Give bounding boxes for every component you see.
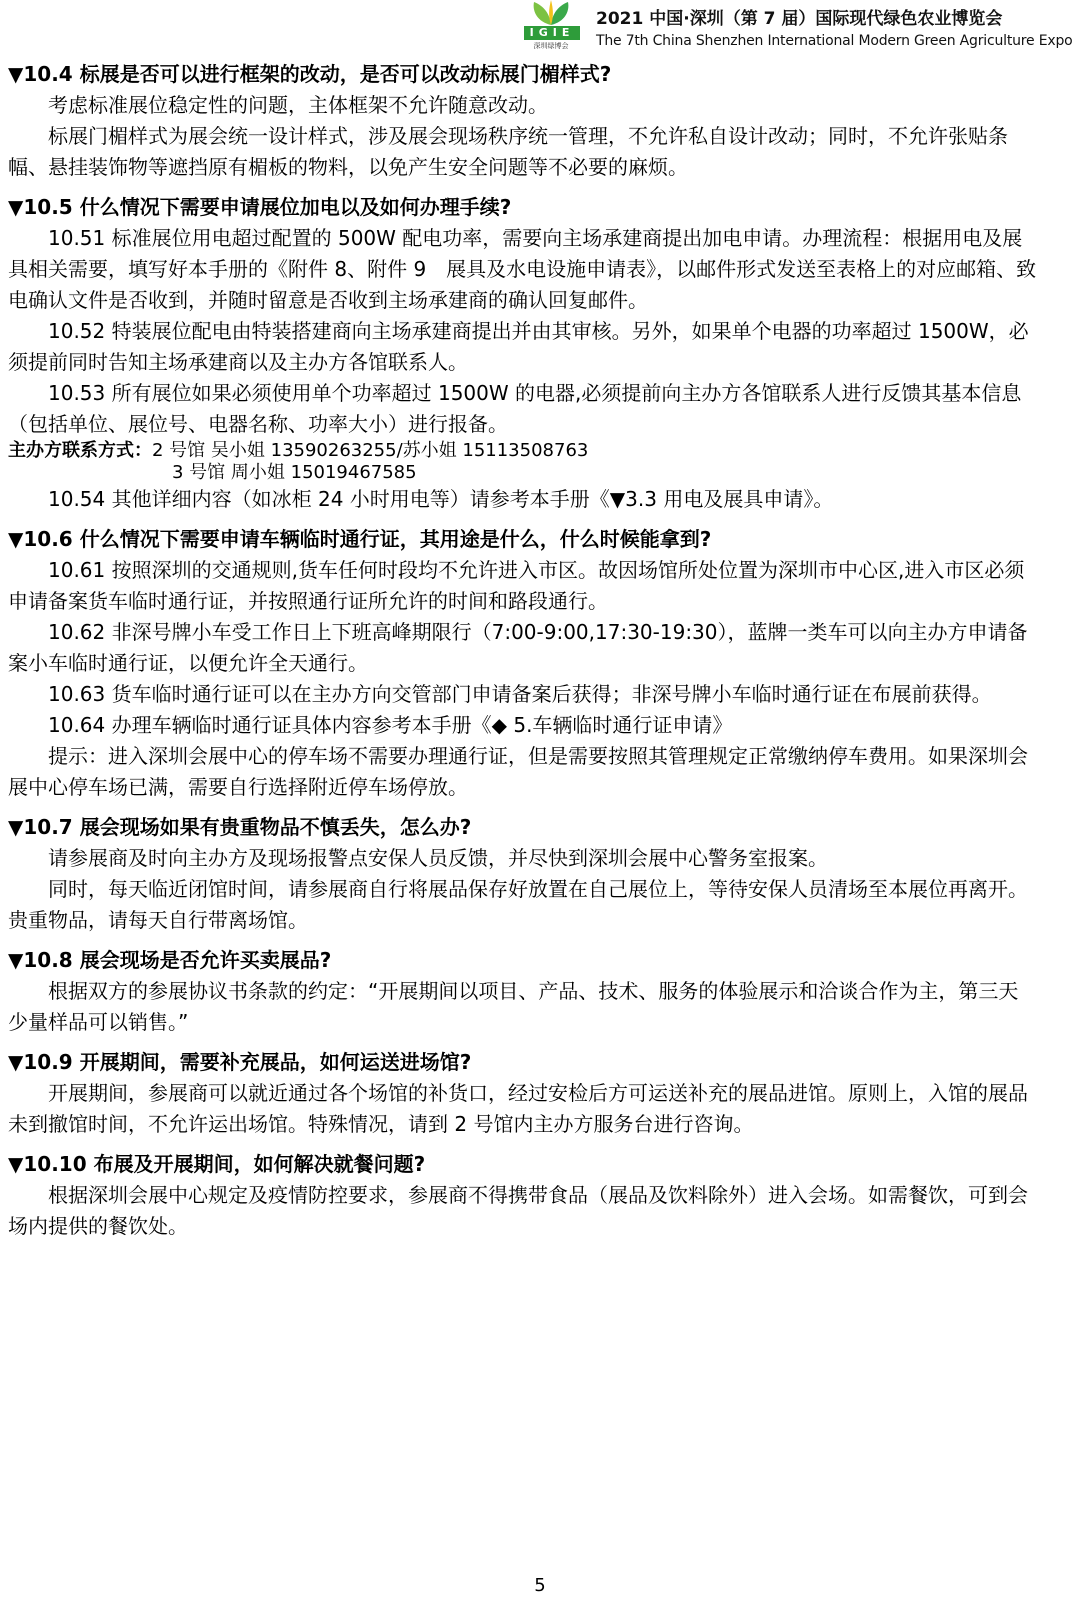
contact-hall-3: 3 号馆 周小姐 15019467585 <box>172 462 417 483</box>
logo-text: IGIE <box>524 26 580 40</box>
organizer-contact <box>8 440 1038 462</box>
page-header <box>0 0 1080 56</box>
answer-paragraph: 10.54 其他详细内容（如冰柜 24 小时用电等）请参考本手册《▼3.3 用电及展具申请》。 <box>48 487 834 511</box>
question-10-5: ▼10.5 什么情况下需要申请展位加电以及如何办理手续? <box>8 195 512 219</box>
answer-paragraph: 10.53 所有展位如果必须使用单个功率超过 1500W 的电器,必须提前向主办方各馆联系人进行反馈其基本信息（包括单位、展位号、电器名称、功率大小）进行报备。 <box>8 381 1022 436</box>
document-body <box>8 58 1038 1242</box>
leaf-icon <box>528 0 574 26</box>
answer-paragraph: 请参展商及时向主办方及现场报警点安保人员反馈，并尽快到深圳会展中心警务室报案。 <box>48 846 828 870</box>
logo-subtext: 深圳绿博会 <box>533 42 569 50</box>
answer-paragraph: 10.61 按照深圳的交通规则,货车任何时段均不允许进入市区。故因场馆所处位置为深圳市中心区,进入市区必须申请备案货车临时通行证，并按照通行证所允许的时间和路段通行。 <box>8 558 1025 613</box>
tip-paragraph: 提示：进入深圳会展中心的停车场不需要办理通行证，但是需要按照其管理规定正常缴纳停车费用。如果深圳会展中心停车场已满，需要自行选择附近停车场停放。 <box>8 744 1028 799</box>
contact-hall-2: 2 号馆 吴小姐 13590263255/苏小姐 15113508763 <box>152 440 589 461</box>
page-number: 5 <box>534 1575 546 1596</box>
question-10-10: ▼10.10 布展及开展期间，如何解决就餐问题? <box>8 1152 426 1176</box>
answer-paragraph: 10.52 特装展位配电由特装搭建商向主场承建商提出并由其审核。另外，如果单个电器的功率超过 1500W，必须提前同时告知主场承建商以及主办方各馆联系人。 <box>8 319 1029 374</box>
answer-paragraph: 开展期间，参展商可以就近通过各个场馆的补货口，经过安检后方可运送补充的展品进馆。原则上，入馆的展品未到撤馆时间，不允许运出场馆。特殊情况，请到 2 号馆内主办方服务台进行咨询。 <box>8 1081 1028 1136</box>
answer-paragraph: 10.63 货车临时通行证可以在主办方向交管部门申请备案后获得；非深号牌小车临时通行证在布展前获得。 <box>48 682 992 706</box>
question-10-4: ▼10.4 标展是否可以进行框架的改动，是否可以改动标展门楣样式? <box>8 62 612 86</box>
answer-paragraph: 10.62 非深号牌小车受工作日上下班高峰期限行（7:00-9:00,17:30-19:30），蓝牌一类车可以向主办方申请备案小车临时通行证，以便允许全天通行。 <box>8 620 1028 675</box>
answer-paragraph: 考虑标准展位稳定性的问题，主体框架不允许随意改动。 <box>48 93 548 117</box>
answer-paragraph: 同时，每天临近闭馆时间，请参展商自行将展品保存好放置在自己展位上，等待安保人员清场至本展位再离开。贵重物品，请每天自行带离场馆。 <box>8 877 1028 932</box>
question-10-9: ▼10.9 开展期间，需要补充展品，如何运送进场馆? <box>8 1050 472 1074</box>
question-10-7: ▼10.7 展会现场如果有贵重物品不慎丢失，怎么办? <box>8 815 472 839</box>
answer-paragraph: 根据深圳会展中心规定及疫情防控要求，参展商不得携带食品（展品及饮料除外）进入会场。如需餐饮，可到会场内提供的餐饮处。 <box>8 1183 1028 1238</box>
answer-paragraph: 标展门楣样式为展会统一设计样式，涉及展会现场秩序统一管理，不允许私自设计改动；同时，不允许张贴条幅、悬挂装饰物等遮挡原有楣板的物料，以免产生安全问题等不必要的麻烦。 <box>8 124 1008 179</box>
answer-paragraph: 根据双方的参展协议书条款的约定：“开展期间以项目、产品、技术、服务的体验展示和洽谈合作为主，第三天少量样品可以销售。” <box>8 979 1019 1034</box>
header-title-cn: 2021 中国·深圳（第 7 届）国际现代绿色农业博览会 <box>596 9 1003 29</box>
question-10-8: ▼10.8 展会现场是否允许买卖展品? <box>8 948 332 972</box>
answer-paragraph: 10.64 办理车辆临时通行证具体内容参考本手册《◆ 5.车辆临时通行证申请》 <box>48 713 733 737</box>
contact-label: 主办方联系方式： <box>8 440 152 461</box>
expo-logo <box>520 0 582 52</box>
answer-paragraph: 10.51 标准展位用电超过配置的 500W 配电功率，需要向主场承建商提出加电申请。办理流程：根据用电及展具相关需要，填写好本手册的《附件 8、附件 9 展具及水电设施申请表》，以邮件形式发送至表格上的对应邮箱、致电确认文件是否收到，并随时留意是否收到主场承建商的确认回复邮件。 <box>8 226 1037 312</box>
question-10-6: ▼10.6 什么情况下需要申请车辆临时通行证，其用途是什么，什么时候能拿到? <box>8 527 712 551</box>
header-title-en: The 7th China Shenzhen International Modern Green Agriculture Expo <box>596 33 1073 49</box>
